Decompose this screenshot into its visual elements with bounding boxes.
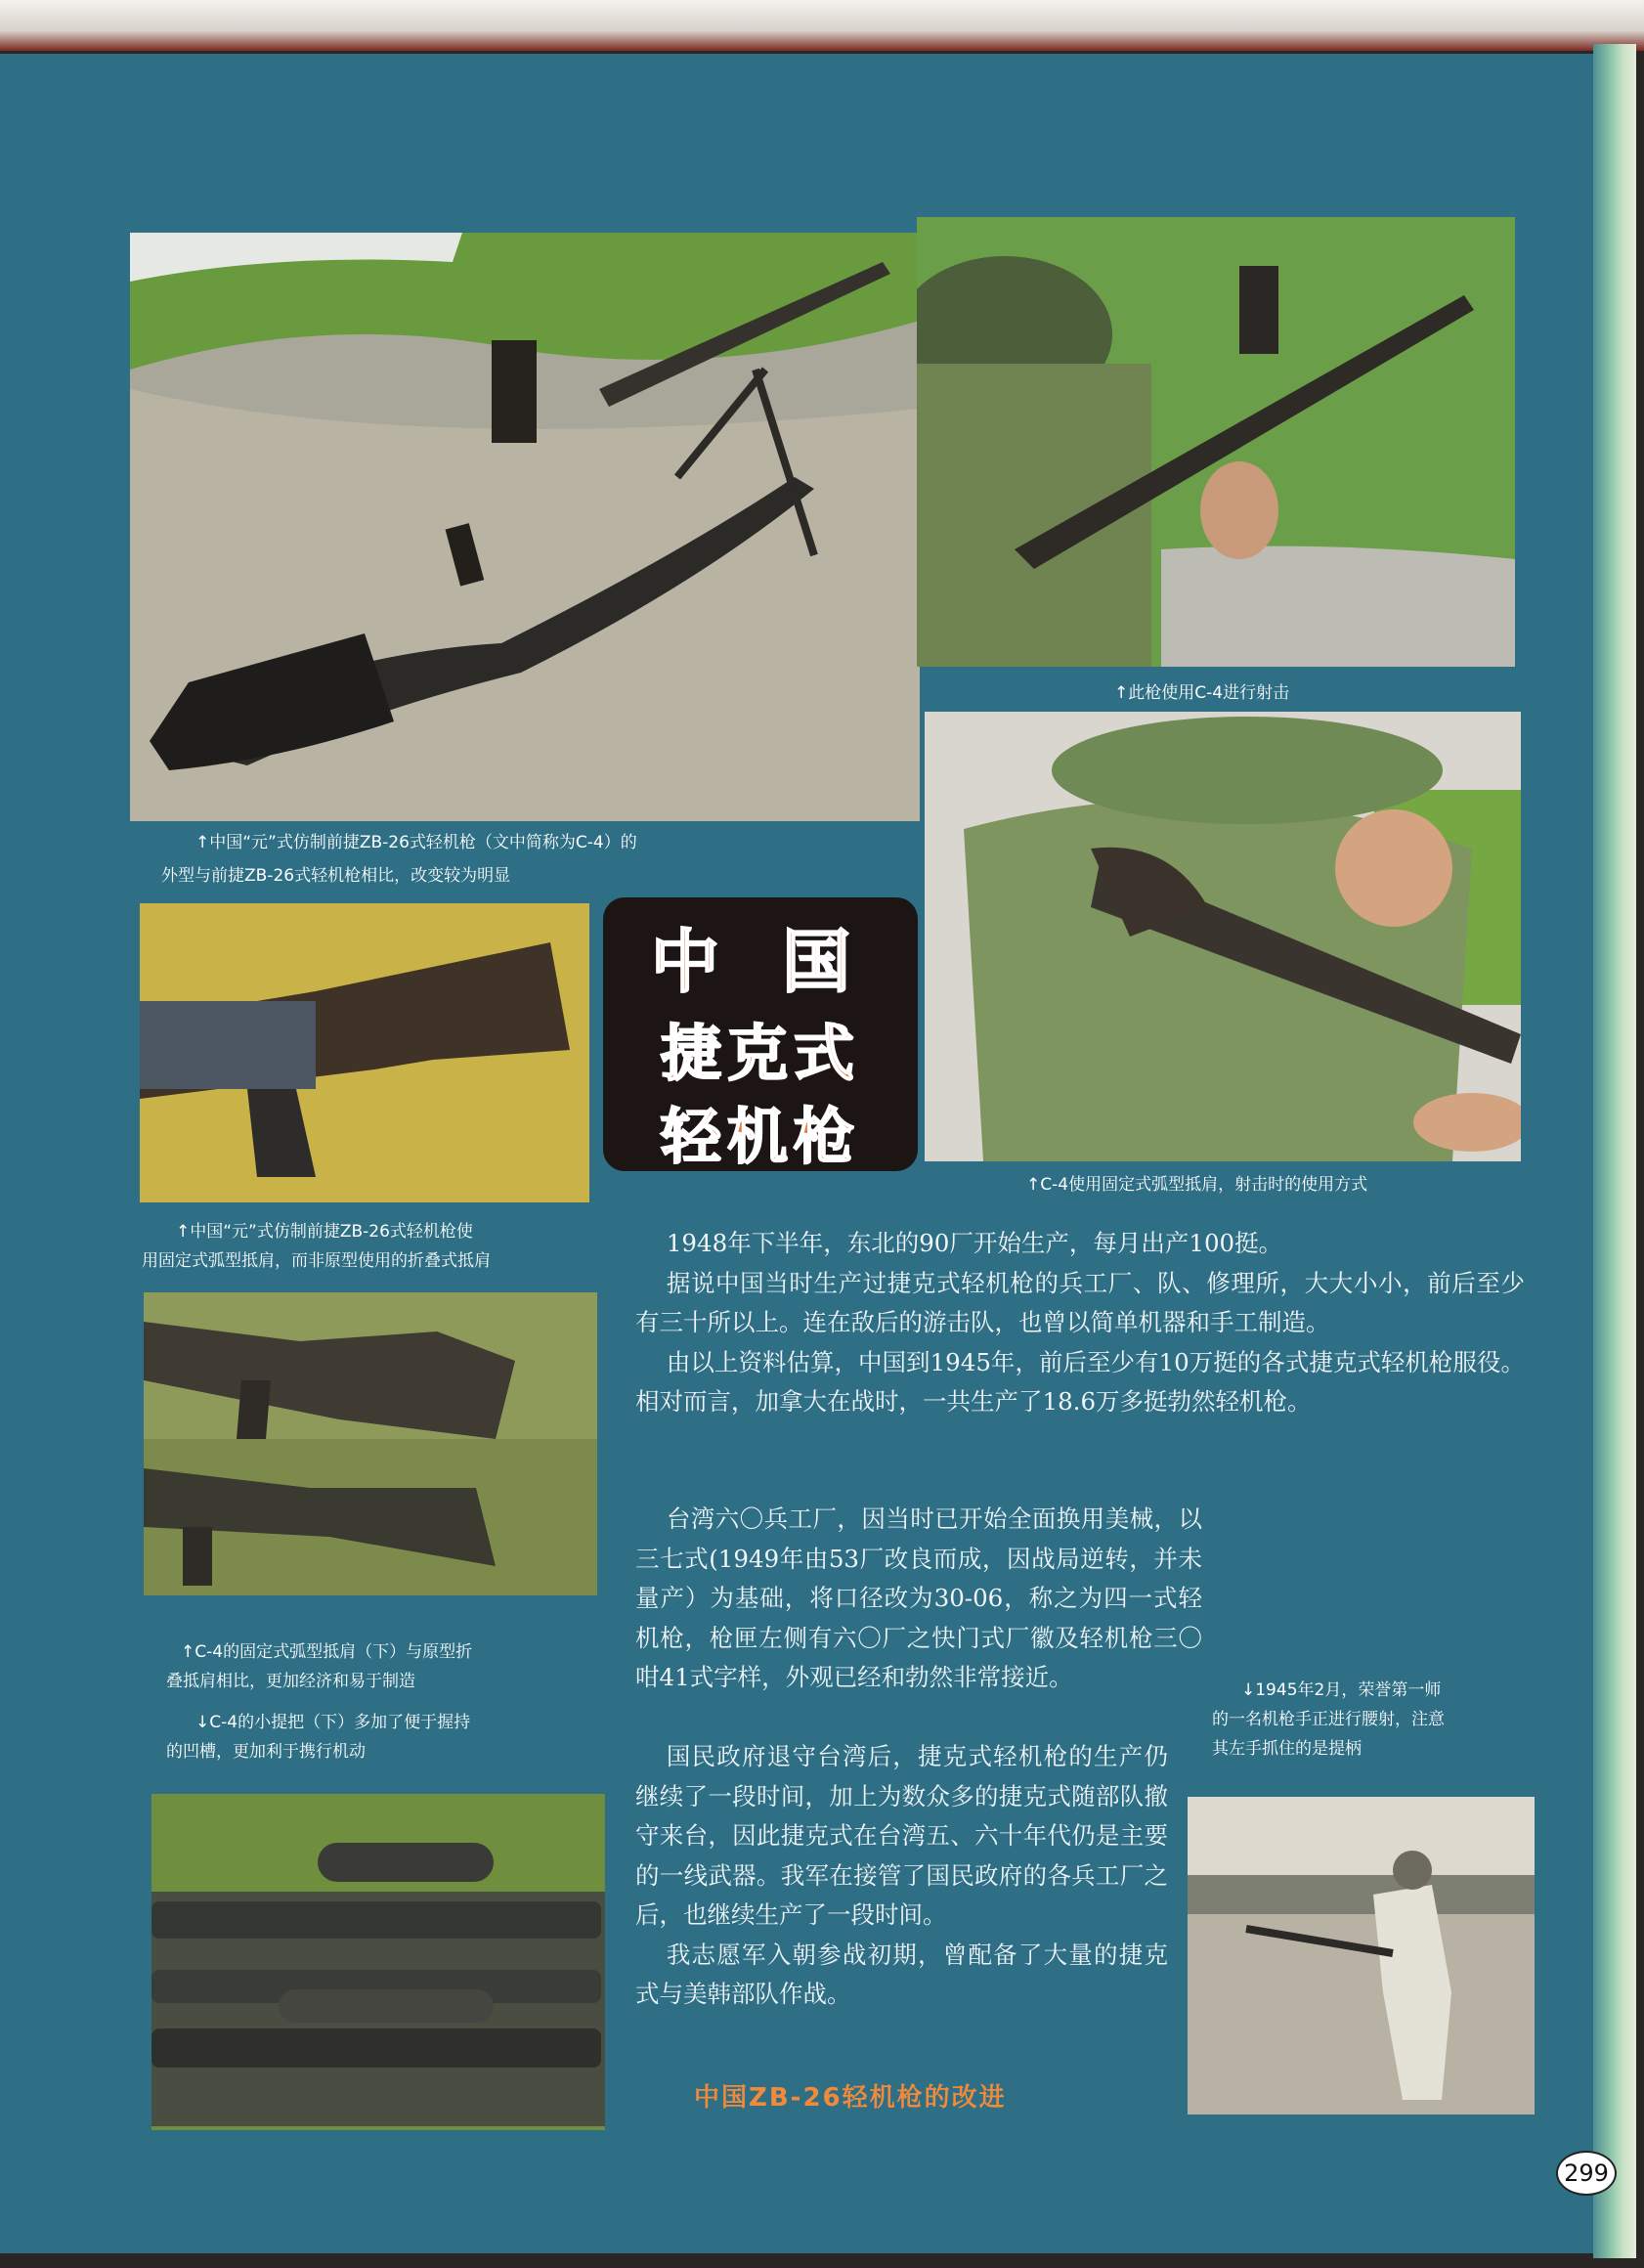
caption-carry-handle-line1: ↓C-4的小提把（下）多加了便于握持	[195, 1713, 471, 1732]
caption-hip-fire-line3: 其左手抓住的是提柄	[1212, 1739, 1362, 1759]
title-line-1: 中 国	[650, 921, 871, 1002]
page-spine-edge	[1593, 44, 1636, 2258]
photo-1945-hip-fire	[1188, 1797, 1535, 2115]
caption-c4-firing: ↑此枪使用C-4进行射击	[1114, 683, 1290, 703]
body-paragraph-1: 1948年下半年，东北的90厂开始生产，每月出产100挺。	[666, 1229, 1283, 1257]
photo-carry-handles	[151, 1794, 605, 2130]
photo-fixed-stock-closeup	[140, 903, 589, 1202]
article-body-narrow	[635, 1500, 1525, 1698]
article-title-box	[603, 897, 918, 1171]
body-paragraph-6: 我志愿军入朝参战初期，曾配备了大量的捷克式与美韩部队作战。	[635, 1940, 1168, 2008]
caption-stock-comparison-line2: 叠抵肩相比，更加经济和易于制造	[166, 1672, 415, 1691]
caption-c4-vs-zb26-line2: 外型与前捷ZB-26式轻机枪相比，改变较为明显	[161, 866, 511, 886]
book-top-edge	[0, 0, 1644, 51]
caption-stock-comparison-line1: ↑C-4的固定式弧型抵肩（下）与原型折	[181, 1642, 473, 1662]
caption-fixed-stock-line1: ↑中国“元”式仿制前捷ZB-26式轻机枪使	[176, 1222, 473, 1242]
title-line-3: 轻机枪	[660, 1101, 860, 1172]
body-paragraph-4: 台湾六〇兵工厂，因当时已开始全面换用美械，以三七式(1949年由53厂改良而成，因战局逆转，并未量产）为基础，将口径改为30-06，称之为四一式轻机枪，枪匣左侧有六〇厂之快门式厂徽及轻机枪三〇咁41式字样，外观已经和勃然非常接近。	[635, 1505, 1202, 1691]
title-line-2: 捷克式	[660, 1018, 860, 1089]
article-body	[635, 1224, 1525, 1422]
caption-carry-handle-line2: 的凹槽，更加利于携行机动	[166, 1742, 366, 1762]
body-paragraph-5: 国民政府退守台湾后，捷克式轻机枪的生产仍继续了一段时间，加上为数众多的捷克式随部队撤守来台，因此捷克式在台湾五、六十年代仍是主要的一线武器。我军在接管了国民政府的各兵工厂之后，也继续生产了一段时间。	[635, 1742, 1168, 1929]
section-subheading: 中国ZB-26轻机枪的改进	[694, 2083, 1007, 2113]
page-number: 299	[1556, 2151, 1617, 2196]
caption-hip-fire-line2: 的一名机枪手正进行腰射，注意	[1212, 1710, 1445, 1729]
caption-c4-vs-zb26-line1: ↑中国“元”式仿制前捷ZB-26式轻机枪（文中简称为C-4）的	[195, 833, 637, 852]
body-paragraph-2: 据说中国当时生产过捷克式轻机枪的兵工厂、队、修理所，大大小小，前后至少有三十所以上。连在敌后的游击队，也曾以简单机器和手工制造。	[635, 1268, 1525, 1336]
caption-fixed-stock-line2: 用固定式弧型抵肩，而非原型使用的折叠式抵肩	[142, 1251, 491, 1271]
body-paragraph-3: 由以上资料估算，中国到1945年，前后至少有10万挺的各式捷克式轻机枪服役。相对而言，加拿大在战时，一共生产了18.6万多挺勃然轻机枪。	[635, 1347, 1525, 1416]
article-body-lower	[635, 1737, 1168, 2015]
photo-soldier-aiming	[917, 217, 1515, 667]
photo-c4-rifle-on-ground	[130, 233, 920, 821]
caption-hip-fire-line1: ↓1945年2月，荣誉第一师	[1241, 1680, 1442, 1700]
photo-stock-comparison	[144, 1292, 597, 1595]
photo-soldier-shouldering	[925, 712, 1521, 1161]
caption-fixed-stock-usage: ↑C-4使用固定式弧型抵肩，射击时的使用方式	[1026, 1175, 1368, 1195]
